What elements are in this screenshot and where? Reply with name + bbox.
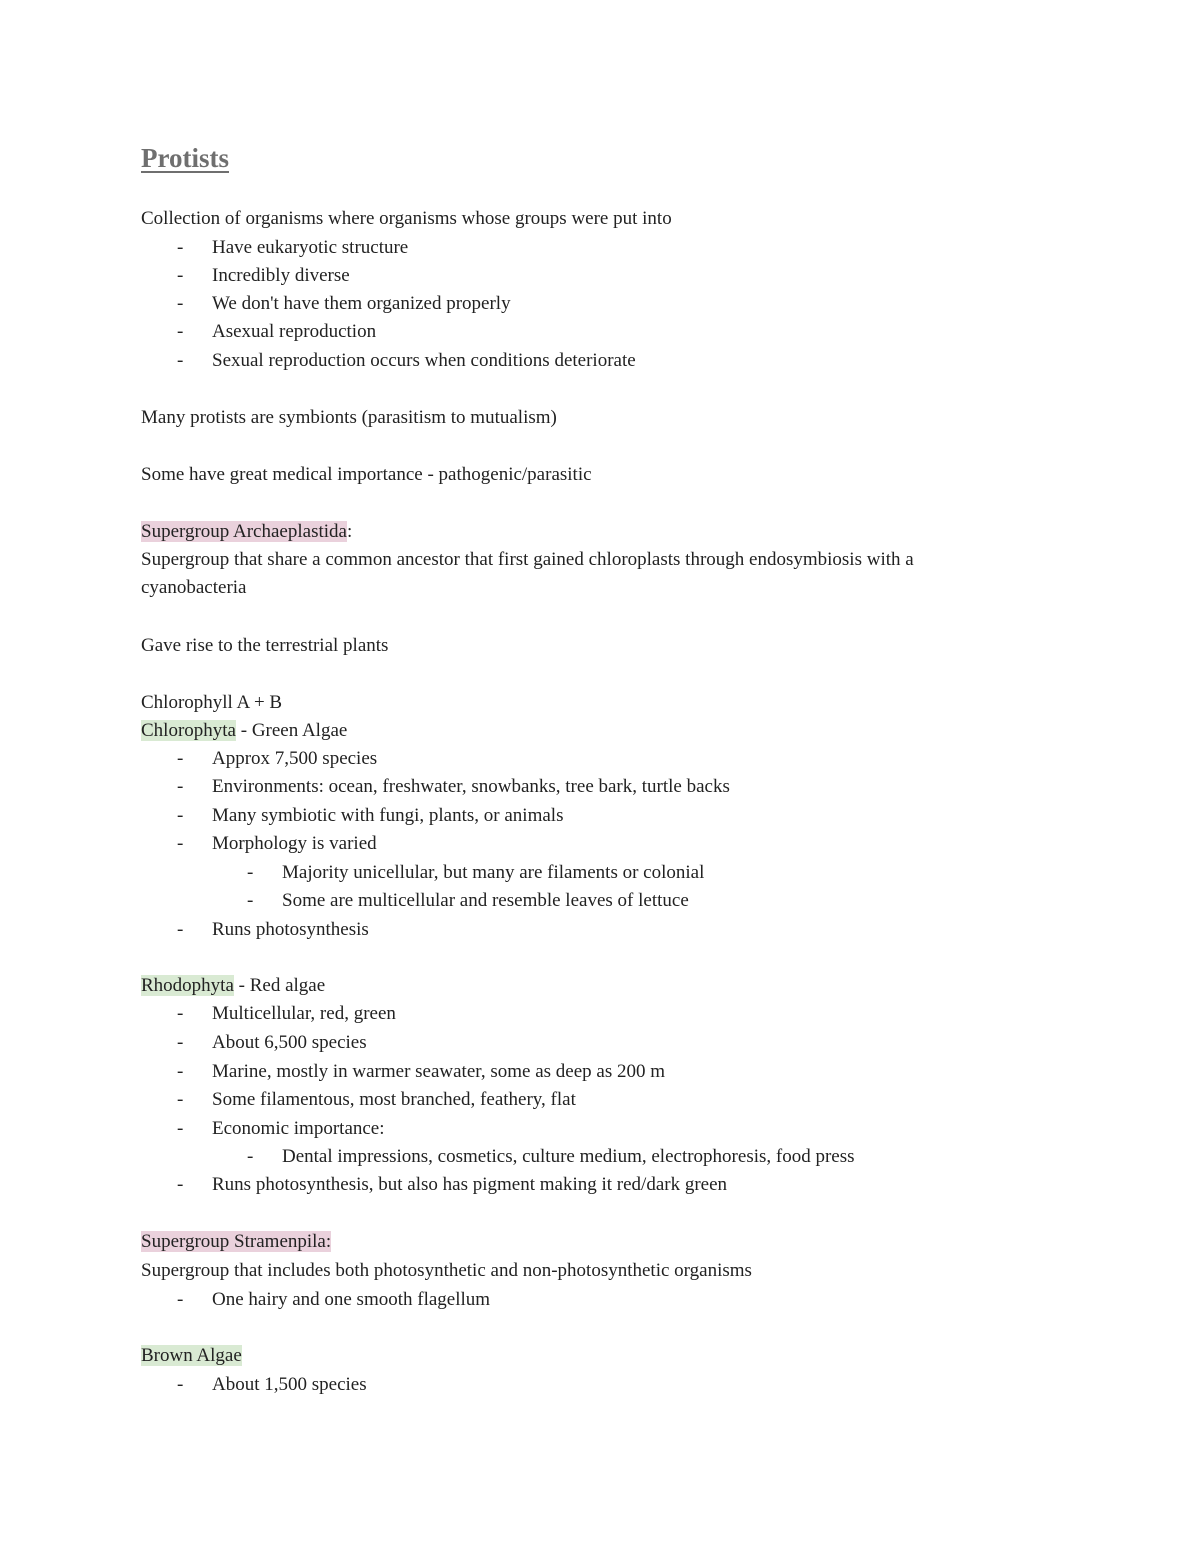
- sub-list-item: [247, 1143, 855, 1171]
- list-item: [177, 1000, 396, 1028]
- bullet-dash: -: [177, 1061, 184, 1082]
- bullet-dash: -: [177, 1289, 184, 1310]
- stramenpila-desc: Supergroup that includes both photosynthetic and non-photosynthetic organisms: [141, 1260, 752, 1281]
- bullet-dash: -: [247, 1146, 254, 1167]
- bullet-dash: -: [177, 1089, 184, 1110]
- list-item-text: Multicellular, red, green: [212, 1003, 396, 1024]
- chlorophyll-text: Chlorophyll A + B: [141, 692, 283, 713]
- brown-algae-name: Brown Algae: [141, 1345, 242, 1366]
- list-item: [177, 1058, 665, 1086]
- archaeplastida-desc-2: cyanobacteria: [141, 577, 247, 598]
- brown-algae-heading: [141, 1342, 242, 1370]
- bullet-dash: -: [247, 890, 254, 911]
- archaeplastida-heading-highlight: Supergroup Archaeplastida: [141, 521, 347, 542]
- bullet-dash: -: [177, 1374, 184, 1395]
- bullet-dash: -: [177, 265, 184, 286]
- chlorophyta-suffix: - Green Algae: [236, 720, 348, 741]
- list-item: [177, 234, 408, 262]
- list-item: [177, 1086, 576, 1114]
- bullet-dash: -: [177, 1032, 184, 1053]
- chlorophyta-name: Chlorophyta: [141, 720, 236, 741]
- list-item-text: Approx 7,500 species: [212, 748, 378, 769]
- list-item: [177, 830, 377, 858]
- list-item: [177, 318, 376, 346]
- list-item: [177, 1029, 367, 1057]
- bullet-dash: -: [177, 350, 184, 371]
- list-item: [177, 802, 563, 830]
- bullet-dash: -: [177, 1003, 184, 1024]
- list-item-text: Runs photosynthesis: [212, 919, 369, 940]
- bullet-dash: -: [247, 862, 254, 883]
- bullet-dash: -: [177, 833, 184, 854]
- archaeplastida-heading: [141, 518, 352, 546]
- list-item-text: Majority unicellular, but many are filaments or colonial: [282, 862, 705, 883]
- list-item-text: About 6,500 species: [212, 1032, 367, 1053]
- chlorophyta-heading: [141, 717, 347, 745]
- bullet-dash: -: [177, 1174, 184, 1195]
- list-item-text: Some are multicellular and resemble leaves of lettuce: [282, 890, 689, 911]
- list-item-text: About 1,500 species: [212, 1374, 367, 1395]
- list-item-text: Have eukaryotic structure: [212, 237, 409, 258]
- list-item: [177, 290, 511, 318]
- list-item: [177, 347, 636, 375]
- list-item-text: Asexual reproduction: [212, 321, 377, 342]
- sub-list-item: [247, 887, 689, 915]
- symbionts-text: Many protists are symbionts (parasitism to mutualism): [141, 407, 557, 428]
- sub-list-item: [247, 859, 704, 887]
- list-item: [177, 1371, 367, 1399]
- list-item-text: We don't have them organized properly: [212, 293, 511, 314]
- page-title: Protists: [141, 143, 229, 173]
- list-item-text: Incredibly diverse: [212, 265, 350, 286]
- list-item-text: Dental impressions, cosmetics, culture medium, electrophoresis, food press: [282, 1146, 855, 1167]
- stramenpila-heading: [141, 1228, 331, 1256]
- bullet-dash: -: [177, 1118, 184, 1139]
- list-item: [177, 1171, 727, 1199]
- list-item: [177, 773, 730, 801]
- list-item-text: Economic importance:: [212, 1118, 385, 1139]
- archaeplastida-heading-colon: :: [346, 521, 353, 542]
- list-item: [177, 1286, 490, 1314]
- archaeplastida-plants: Gave rise to the terrestrial plants: [141, 635, 389, 656]
- bullet-dash: -: [177, 237, 184, 258]
- bullet-dash: -: [177, 776, 184, 797]
- rhodophyta-name: Rhodophyta: [141, 975, 234, 996]
- bullet-dash: -: [177, 321, 184, 342]
- list-item-text: Morphology is varied: [212, 833, 377, 854]
- bullet-dash: -: [177, 805, 184, 826]
- list-item: [177, 745, 377, 773]
- stramenpila-heading-highlight: Supergroup Stramenpila:: [141, 1231, 332, 1252]
- list-item-text: One hairy and one smooth flagellum: [212, 1289, 491, 1310]
- rhodophyta-suffix: - Red algae: [233, 975, 326, 996]
- list-item-text: Runs photosynthesis, but also has pigment making it red/dark green: [212, 1174, 728, 1195]
- list-item: [177, 1115, 385, 1143]
- bullet-dash: -: [177, 748, 184, 769]
- list-item-text: Sexual reproduction occurs when conditions deteriorate: [212, 350, 636, 371]
- medical-text: Some have great medical importance - pathogenic/parasitic: [141, 464, 592, 485]
- bullet-dash: -: [177, 293, 184, 314]
- list-item-text: Some filamentous, most branched, feathery, flat: [212, 1089, 576, 1110]
- list-item: [177, 262, 350, 290]
- intro-text: Collection of organisms where organisms whose groups were put into: [141, 208, 672, 229]
- list-item: [177, 916, 369, 944]
- archaeplastida-desc-1: Supergroup that share a common ancestor that first gained chloroplasts through endosymbiosis with a: [141, 549, 914, 570]
- list-item-text: Environments: ocean, freshwater, snowbanks, tree bark, turtle backs: [212, 776, 730, 797]
- list-item-text: Many symbiotic with fungi, plants, or animals: [212, 805, 564, 826]
- bullet-dash: -: [177, 919, 184, 940]
- list-item-text: Marine, mostly in warmer seawater, some as deep as 200 m: [212, 1061, 665, 1082]
- rhodophyta-heading: [141, 972, 325, 1000]
